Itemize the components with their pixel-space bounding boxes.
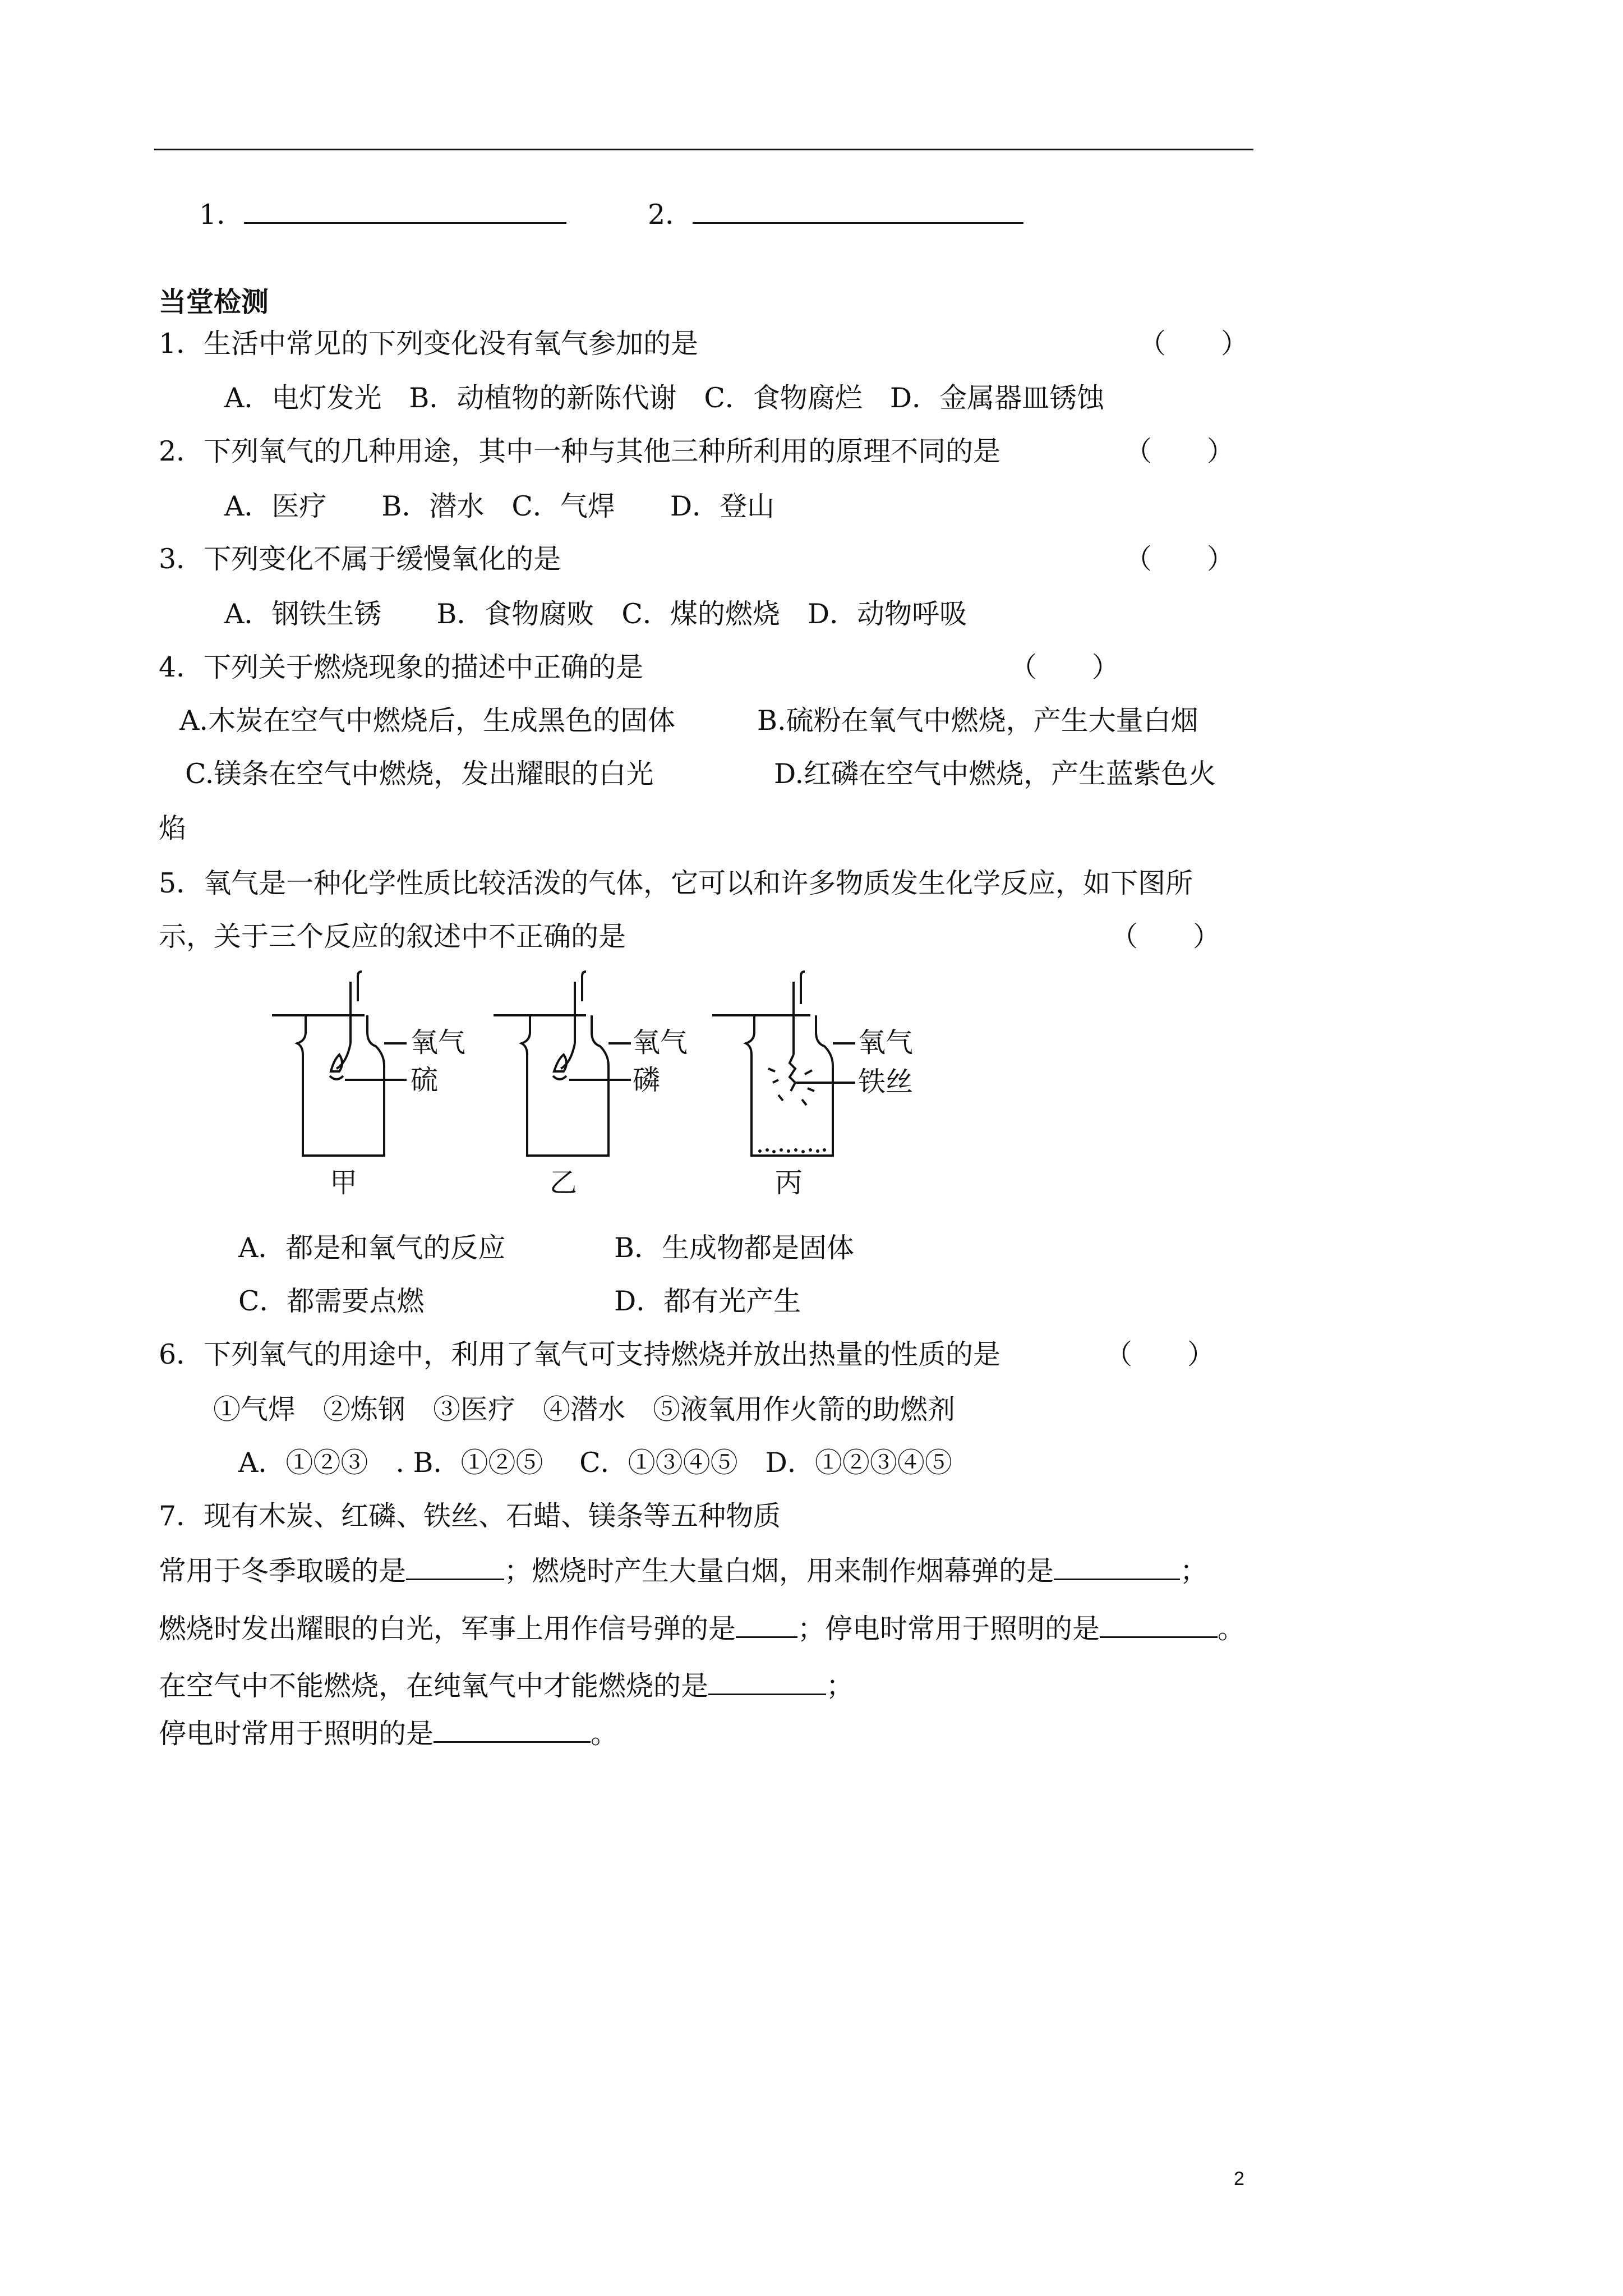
q5-stem-line2: 示，关于三个反应的叙述中不正确的是 [159,921,626,953]
q6-stem: 6．下列氧气的用途中，利用了氧气可支持燃烧并放出热量的性质的是 [159,1338,1001,1370]
answer-blank-2[interactable] [693,197,1023,224]
q4-stem: 4．下列关于燃烧现象的描述中正确的是 [159,651,644,683]
q5-bracket[interactable]: （ ） [1110,921,1221,953]
q5-stem-line1: 5．氧气是一种化学性质比较活泼的气体，它可以和许多物质发生化学反应，如下图所 [159,867,1193,899]
q2-options: A．医疗 B．潜水 C．气焊 D．登山 [224,490,775,522]
q1-stem: 1．生活中常见的下列变化没有氧气参加的是 [159,328,699,360]
q7-blank-4[interactable] [1100,1612,1218,1638]
bottle-jia-gas: 氧气 [411,1027,466,1059]
bottle-yi [494,972,631,1156]
bottle-bing [712,972,855,1156]
q7-line2 [159,1612,1245,1646]
q7-line3 [159,1669,854,1703]
q3-stem: 3．下列变化不属于缓慢氧化的是 [159,543,561,575]
q6-options: A．①②③ . B．①②⑤ C．①③④⑤ D．①②③④⑤ [238,1447,952,1479]
q7-line1 [159,1554,1207,1588]
top-rule [154,149,1253,150]
q7-l1c: ； [1180,1555,1208,1587]
q7-l3b: ； [826,1670,854,1702]
bottle-jia-substance: 硫 [411,1064,439,1096]
q7-l1b: ；燃烧时产生大量白烟，用来制作烟幕弹的是 [504,1555,1054,1587]
answer-blank-1[interactable] [244,197,566,224]
q3-bracket[interactable]: （ ） [1124,543,1235,575]
q7-stem: 7．现有木炭、红磷、铁丝、石蜡、镁条等五种物质 [159,1500,781,1532]
answer-number-2: 2． [648,199,693,231]
q4-option-c: C.镁条在空气中燃烧，发出耀眼的白光 [185,758,654,790]
bottle-jia-caption: 甲 [330,1167,358,1199]
q5-option-a: A．都是和氧气的反应 [238,1232,506,1264]
q1-options: A．电灯发光 B．动植物的新陈代谢 C．食物腐烂 D．金属器皿锈蚀 [224,382,1105,414]
q7-blank-6[interactable] [434,1717,591,1743]
q7-l1a: 常用于冬季取暖的是 [159,1555,407,1587]
bottle-yi-gas: 氧气 [633,1027,688,1059]
q7-l4a: 停电时常用于照明的是 [159,1718,434,1750]
q4-option-d: D.红磷在空气中燃烧，产生蓝紫色火 [774,758,1216,790]
q5-option-c: C．都需要点燃 [238,1285,425,1317]
q7-blank-3[interactable] [736,1612,797,1638]
q4-option-b: B.硫粉在氧气中燃烧，产生大量白烟 [757,705,1198,737]
q7-l2b: ；停电时常用 [797,1613,963,1645]
q4-option-a: A.木炭在空气中燃烧后，生成黑色的固体 [179,705,675,737]
q6-bracket[interactable]: （ ） [1105,1338,1215,1370]
q7-blank-1[interactable] [406,1554,504,1580]
q7-l2a: 燃烧时发出耀眼的白光，军事上用作信号弹的是 [159,1613,736,1645]
q4-option-d-wrap: 焰 [159,812,187,844]
answer-line-1 [199,197,566,232]
q3-options: A．钢铁生锈 B．食物腐败 C．煤的燃烧 D．动物呼吸 [224,598,967,630]
section-title: 当堂检测 [159,286,269,318]
q2-bracket[interactable]: （ ） [1124,435,1235,467]
answer-number-1: 1． [199,199,245,231]
bottle-bing-substance: 铁丝 [858,1066,914,1098]
bottle-bing-gas: 氧气 [858,1027,914,1059]
bottle-bing-bottom-deposit [758,1148,826,1153]
q5-figure [264,970,937,1206]
q6-uses: ①气焊 ②炼钢 ③医疗 ④潜水 ⑤液氧用作火箭的助燃剂 [213,1393,956,1425]
q7-blank-5[interactable] [708,1669,826,1695]
bottle-jia [272,972,407,1156]
q1-bracket[interactable]: （ ） [1138,328,1249,360]
q7-line4 [159,1717,618,1751]
q7-l2c: 于照明的是 [962,1613,1100,1645]
q4-bracket[interactable]: （ ） [1009,651,1120,683]
answer-line-2 [648,197,1023,232]
q5-option-d: D．都有光产生 [614,1285,801,1317]
q2-stem: 2．下列氧气的几种用途，其中一种与其他三种所利用的原理不同的是 [159,435,1001,467]
q7-l3a: 在空气中不能燃烧，在纯氧气中才能燃烧的是 [159,1670,709,1702]
bottle-bing-caption: 丙 [775,1167,803,1199]
bottle-yi-substance: 磷 [633,1064,661,1096]
bottle-yi-caption: 乙 [550,1167,578,1199]
q7-blank-2[interactable] [1054,1554,1180,1580]
q7-l2d: 。 [1218,1613,1246,1645]
page-number: 2 [1234,2168,1244,2189]
q7-l4b: 。 [591,1718,619,1750]
q5-option-b: B．生成物都是固体 [614,1232,855,1264]
